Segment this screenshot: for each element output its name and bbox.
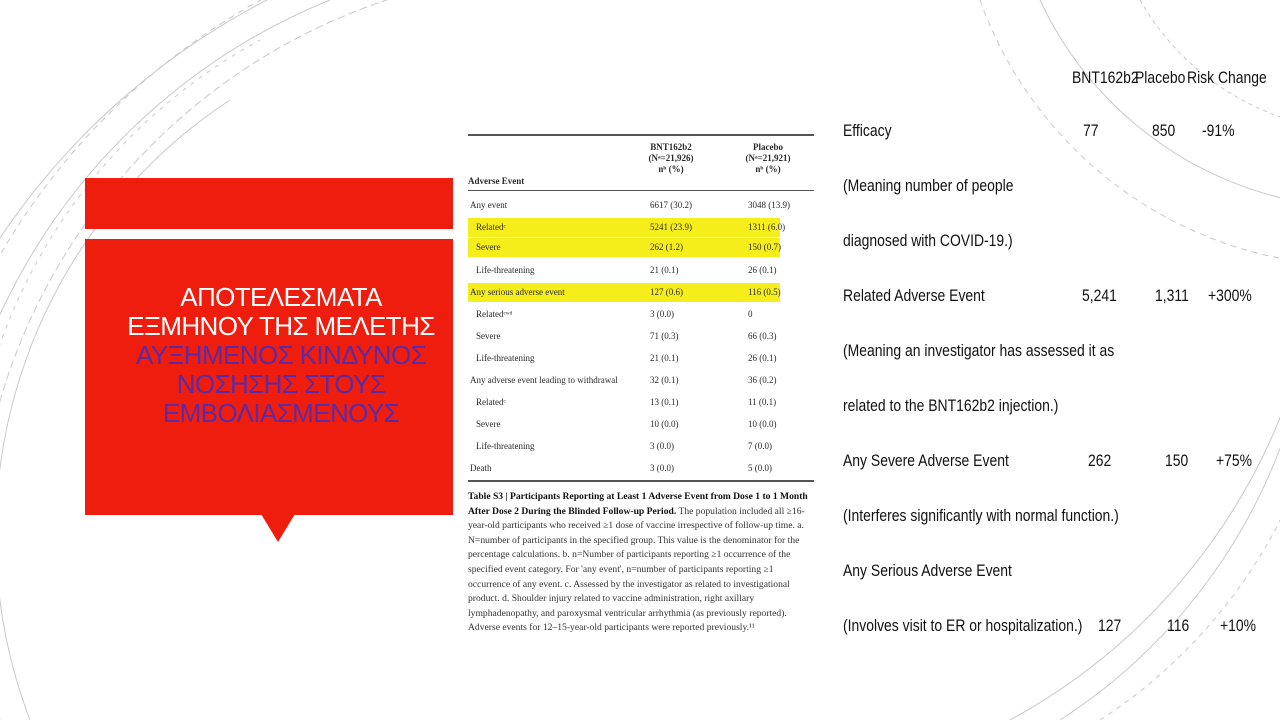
- table-row: Severe 10 (0.0) 10 (0.0): [476, 419, 777, 429]
- table-row: Life-threatening 21 (0.1) 26 (0.1): [476, 353, 777, 363]
- serious-risk-change: +10%: [1220, 616, 1257, 635]
- table-caption: Table S3 | Participants Reporting at Least 1 Adverse Event from Dose 1 to 1 Month After Dose 2 During the Blinded Follow-up Period. The population included all ≥16-year-old participants who received ≥1 dose of vaccine irrespective of follow-up time. a. N=number of participants in the specified group. This value is the denominator for the percentage calculations. b. n=Number of participants reporting ≥1 occurrence of the specified event category. For 'any event', n=number of participants reporting ≥1 occurrence of any event. c. Assessed by the investigator as related to investigational product. d. Shoulder injury related to vaccine administration, right axillary lymphadenopathy, and paroxysmal ventricular arrhythmia (as previously reported). Adverse events for 12–15-year-old participants were reported previously.¹¹: [468, 491, 808, 634]
- title-line: ΕΞΜΗΝΟΥ ΤΗΣ ΜΕΛΕΤΗΣ: [127, 311, 435, 341]
- efficacy-placebo-value: 850: [1152, 121, 1176, 140]
- related-bnt-value: 5,241: [1082, 286, 1117, 305]
- severe-risk-change: +75%: [1216, 451, 1253, 470]
- serious-bnt-value: 127: [1098, 616, 1122, 635]
- table-row: Life-threatening 3 (0.0) 7 (0.0): [476, 441, 772, 451]
- table-header-adverse-event: Adverse Event: [468, 176, 525, 186]
- efficacy-bnt-value: 77: [1083, 121, 1099, 140]
- title-panel-pointer: [261, 514, 295, 542]
- serious-label: Any Serious Adverse Event: [843, 561, 1012, 580]
- serious-placebo-value: 116: [1167, 616, 1190, 635]
- related-note: (Meaning an investigator has assessed it as: [843, 341, 1115, 360]
- serious-note: (Involves visit to ER or hospitalization.): [843, 616, 1083, 635]
- red-accent-band: [85, 178, 453, 229]
- table-row: Death 3 (0.0) 5 (0.0): [470, 463, 772, 473]
- table-row: Relatedᶜ 5241 (23.9) 1311 (6.0): [468, 218, 780, 237]
- efficacy-note: diagnosed with COVID-19.): [843, 231, 1013, 250]
- efficacy-label: Efficacy: [843, 121, 892, 140]
- subtitle-line: ΑΥΞΗΜΕΝΟΣ ΚΙΝΔΥΝΟΣ: [135, 340, 427, 370]
- column-header-risk-change: Risk Change: [1187, 68, 1267, 87]
- table-row: Any adverse event leading to withdrawal 32 (0.1) 36 (0.2): [470, 375, 777, 385]
- severe-bnt-value: 262: [1088, 451, 1112, 470]
- table-row: Any event 6617 (30.2) 3048 (13.9): [470, 200, 790, 210]
- table-row: Life-threatening 21 (0.1) 26 (0.1): [476, 265, 777, 275]
- table-row: Any serious adverse event 127 (0.6) 116 (0.5): [468, 283, 780, 302]
- title-line: ΑΠΟΤΕΛΕΣΜΑΤΑ: [180, 282, 382, 312]
- table-header-bnt: BNT162b2 (Nᵃ=21,926) nᵇ (%): [648, 142, 694, 174]
- severe-label: Any Severe Adverse Event: [843, 451, 1009, 470]
- table-row: Relatedᶜ 13 (0.1) 11 (0.1): [476, 397, 777, 407]
- related-label: Related Adverse Event: [843, 286, 985, 305]
- severe-placebo-value: 150: [1165, 451, 1189, 470]
- adverse-event-table-image: [466, 110, 816, 662]
- table-row: Severe 71 (0.3) 66 (0.3): [476, 331, 777, 341]
- efficacy-risk-change: -91%: [1202, 121, 1235, 140]
- column-header-placebo: Placebo: [1135, 68, 1186, 87]
- table-row: Severe 262 (1.2) 150 (0.7): [468, 238, 780, 257]
- related-placebo-value: 1,311: [1155, 286, 1189, 305]
- table-header-placebo: Placebo (Nᵃ=21,921) nᵇ (%): [745, 142, 791, 174]
- slide-title: [85, 283, 477, 428]
- subtitle-line: ΕΜΒΟΛΙΑΣΜΕΝΟΥΣ: [162, 398, 400, 428]
- related-risk-change: +300%: [1208, 286, 1252, 305]
- efficacy-note: (Meaning number of people: [843, 176, 1014, 195]
- column-header-bnt: BNT162b2: [1072, 68, 1139, 87]
- subtitle-line: ΝΟΣΗΣΗΣ ΣΤΟΥΣ: [176, 369, 386, 399]
- related-note: related to the BNT162b2 injection.): [843, 396, 1059, 415]
- table-row: Relatedᶜʷᵈ 3 (0.0) 0: [476, 309, 753, 319]
- severe-note: (Interferes significantly with normal function.): [843, 506, 1119, 525]
